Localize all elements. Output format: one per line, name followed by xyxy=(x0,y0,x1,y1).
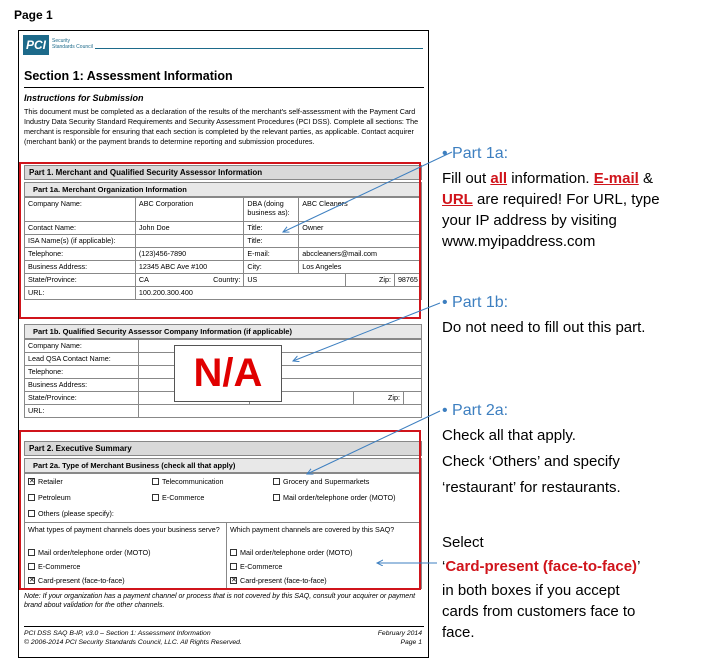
title2-label: Title: xyxy=(244,235,299,248)
url-field[interactable]: 100.200.300.400 xyxy=(135,287,421,300)
business-address-label: Business Address: xyxy=(25,261,136,274)
instructions-body: This document must be completed as a declaration of the results of the merchant's self-assessment with the Payment Card Industry Data Security Standard Requirements and Security Assessment Procedures (PCI DSS). Complete all sections: The merchant is responsible for ensuring that each section is completed by the relevant parties, as applicable. Contact acquirer (merchant bank) or the payment brands to determine reporting and submission procedures. xyxy=(24,107,419,146)
moto-option[interactable]: Mail order/telephone order (MOTO) xyxy=(273,493,396,502)
qsa-url-label: URL: xyxy=(25,405,139,418)
retailer-option[interactable]: ✕ Retailer xyxy=(29,477,63,486)
zip-label: Zip: xyxy=(345,274,394,287)
ecommerce-option[interactable]: E-Commerce xyxy=(152,493,204,502)
petroleum-option[interactable]: Petroleum xyxy=(28,493,71,502)
dba-label: DBA (doing business as): xyxy=(244,198,299,222)
part2a-heading: Part 2a. Type of Merchant Business (check all that apply) xyxy=(24,458,422,473)
qsa-state-label: State/Province: xyxy=(25,392,139,405)
na-stamp: N/A xyxy=(174,345,282,402)
annotation-part2a: • Part 2a: Check all that apply. Check ‘Others’ and specify ‘restaurant’ for restaurants. xyxy=(442,402,621,496)
page-label: Page 1 xyxy=(14,8,53,22)
contact-name-field[interactable]: John Doe xyxy=(135,222,243,235)
annotation-part1b: • Part 1b: Do not need to fill out this part. xyxy=(442,294,646,336)
qsa-telephone-label: Telephone: xyxy=(25,366,139,379)
annotation-card-present: Select ‘Card-present (face-to-face)’ in both boxes if you accept cards from customers face to face. xyxy=(442,534,641,641)
arrow-part1a xyxy=(283,152,452,232)
pci-logo-text: Security Standards Council xyxy=(52,38,93,50)
email-label: E-mail: xyxy=(244,248,299,261)
email-field[interactable]: abccleaners@mail.com xyxy=(299,248,422,261)
telephone-label: Telephone: xyxy=(25,248,136,261)
title-field[interactable]: Owner xyxy=(299,222,422,235)
covered-cp-checkbox[interactable]: ✕ xyxy=(231,576,237,584)
url-label: URL: xyxy=(25,287,136,300)
covered-cp-option[interactable]: ✕ Card-present (face-to-face) xyxy=(231,576,327,585)
others-option[interactable]: Others (please specify): xyxy=(28,509,114,518)
retailer-checkbox[interactable]: ✕ xyxy=(29,477,35,485)
company-name-label: Company Name: xyxy=(25,198,136,222)
part2-heading: Part 2. Executive Summary xyxy=(24,441,422,456)
zip-field[interactable]: 98765 xyxy=(394,274,421,287)
qsa-lead-label: Lead QSA Contact Name: xyxy=(25,353,139,366)
state-field[interactable]: CA Country: xyxy=(135,274,243,287)
dba-field[interactable]: ABC Cleaners xyxy=(299,198,422,222)
company-name-field[interactable]: ABC Corporation xyxy=(135,198,243,222)
city-field[interactable]: Los Angeles xyxy=(299,261,422,274)
channels-question-1: What types of payment channels does your business serve? xyxy=(28,525,220,534)
part1-heading: Part 1. Merchant and Qualified Security Assessor Information xyxy=(24,165,422,180)
instructions-title: Instructions for Submission xyxy=(24,93,144,103)
contact-name-label: Contact Name: xyxy=(25,222,136,235)
isa-name-label: ISA Name(s) (if applicable): xyxy=(25,235,136,248)
footer-right: February 2014 Page 1 xyxy=(377,630,422,646)
part1b-heading: Part 1b. Qualified Security Assessor Company Information (if applicable) xyxy=(24,324,422,339)
telecom-option[interactable]: Telecommunication xyxy=(152,477,224,486)
qsa-company-label: Company Name: xyxy=(25,340,139,353)
arrow-part2a xyxy=(307,411,440,474)
note-text: Note: If your organization has a payment channel or process that is not covered by this SAQ, consult your acquirer or payment brand about validation for the other channels. xyxy=(24,593,416,609)
serve-cp-checkbox[interactable]: ✕ xyxy=(29,576,35,584)
title-label: Title: xyxy=(244,222,299,235)
qsa-address-label: Business Address: xyxy=(25,379,139,392)
grocery-option[interactable]: Grocery and Supermarkets xyxy=(273,477,369,486)
serve-moto-option[interactable]: Mail order/telephone order (MOTO) xyxy=(28,548,151,557)
country-field[interactable]: US xyxy=(244,274,346,287)
annotation-part1a: • Part 1a: Fill out all information. E-mail & URL are required! For URL, type your IP address by visiting www.myipaddress.com xyxy=(442,145,660,250)
serve-ecom-option[interactable]: E-Commerce xyxy=(28,562,80,571)
section-title: Section 1: Assessment Information xyxy=(24,69,233,83)
business-address-field[interactable]: 12345 ABC Ave #100 xyxy=(135,261,243,274)
state-label: State/Province: xyxy=(25,274,136,287)
pci-logo-mark: PCI xyxy=(23,35,49,55)
covered-moto-option[interactable]: Mail order/telephone order (MOTO) xyxy=(230,548,353,557)
telephone-field[interactable]: (123)456-7890 xyxy=(135,248,243,261)
city-label: City: xyxy=(244,261,299,274)
footer-left: PCI DSS SAQ B-IP, v3.0 – Section 1: Assessment Information © 2006-2014 PCI Security Standards Council, LLC. All Rights Reserved. xyxy=(24,630,242,646)
part1a-heading: Part 1a. Merchant Organization Information xyxy=(24,182,422,197)
serve-cp-option[interactable]: ✕ Card-present (face-to-face) xyxy=(29,576,125,585)
arrow-part1b xyxy=(293,303,440,361)
covered-ecom-option[interactable]: E-Commerce xyxy=(230,562,282,571)
qsa-zip-label: Zip: xyxy=(354,392,404,405)
channels-question-2: Which payment channels are covered by this SAQ? xyxy=(230,525,395,534)
